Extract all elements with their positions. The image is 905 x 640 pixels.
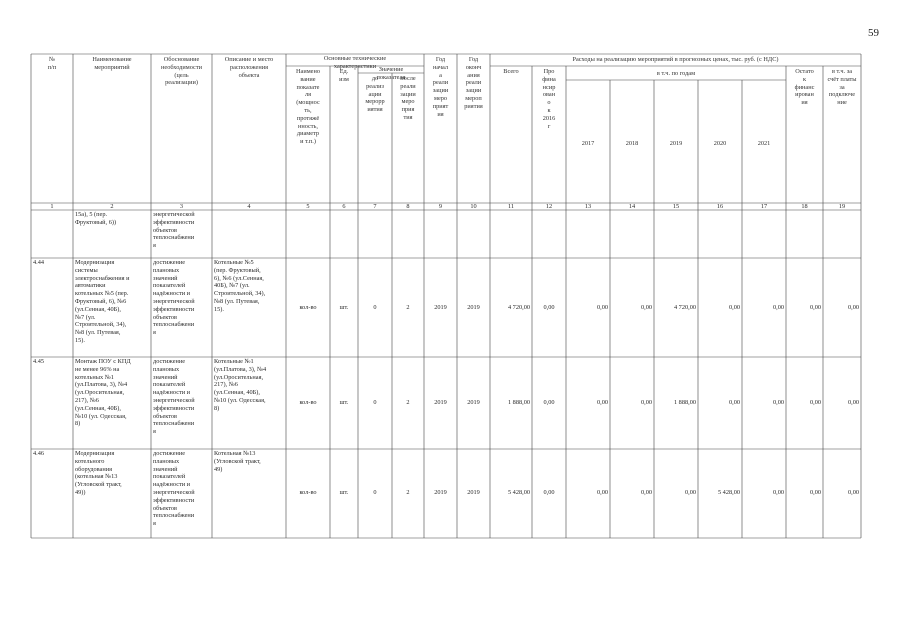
row-indicator: кол-во xyxy=(299,399,317,406)
header-tech-unit: Ед. изм xyxy=(339,68,349,83)
row-2018: 0,00 xyxy=(640,399,652,406)
row-connection: 0,00 xyxy=(847,304,859,311)
header-costs-group: Расходы на реализацию мероприятий в прогнозных ценах, тыс. руб. (с НДС) xyxy=(572,56,779,63)
col-number-16: 16 xyxy=(716,203,724,210)
row-location: Котельные №5 (пер. Фруктовый, 6), №6 (ул.Сенная, 40Б), №7 (ул. Строительной, 34), №8 (ул. Путевая, 15). xyxy=(214,259,266,313)
col-number-5: 5 xyxy=(306,203,310,210)
header-tech-values: Значение показателя xyxy=(376,66,406,81)
row-2021: 0,00 xyxy=(772,399,784,406)
row-end: 2019 xyxy=(467,489,480,496)
row-2019: 1 888,00 xyxy=(673,399,696,406)
row-before: 0 xyxy=(373,489,377,496)
row-unit: шт. xyxy=(339,489,349,496)
row-num: 4.46 xyxy=(33,450,45,457)
col-number-13: 13 xyxy=(584,203,592,210)
header-year-2020: 2020 xyxy=(713,140,727,147)
row-2021: 0,00 xyxy=(772,489,784,496)
header-tech-after: после реали зации меро прия тия xyxy=(400,75,416,121)
col-number-19: 19 xyxy=(838,203,846,210)
row-reason: достижение плановых значений показателей надёжности и энергетической эффективности объектов теплоснабжени я xyxy=(153,259,195,337)
row-reason: достижение плановых значений показателей надёжности и энергетической эффективности объектов теплоснабжени я xyxy=(153,450,195,528)
continuation-reason: энергетической эффективности объектов теплоснабжени я xyxy=(153,211,195,250)
page-number: 59 xyxy=(868,27,879,39)
row-reason: достижение плановых значений показателей надёжности и энергетической эффективности объектов теплоснабжени я xyxy=(153,358,195,436)
row-before: 0 xyxy=(373,399,377,406)
header-tech-group: Основные технические характеристики xyxy=(323,55,387,70)
row-2017: 0,00 xyxy=(596,304,608,311)
col-number-17: 17 xyxy=(760,203,768,210)
row-total: 1 888,00 xyxy=(507,399,530,406)
header-name: Наименование мероприятий xyxy=(92,56,132,71)
row-end: 2019 xyxy=(467,304,480,311)
header-connection: в т.ч. за счёт платы за подключе ние xyxy=(827,68,857,107)
row-indicator: кол-во xyxy=(299,489,317,496)
row-after: 2 xyxy=(406,304,410,311)
row-2020: 0,00 xyxy=(728,399,740,406)
header-by-years: в т.ч. по годам xyxy=(656,70,696,77)
col-number-10: 10 xyxy=(470,203,477,210)
row-after: 2 xyxy=(406,489,410,496)
col-number-11: 11 xyxy=(507,203,515,210)
col-number-15: 15 xyxy=(672,203,680,210)
header-year-2021: 2021 xyxy=(757,140,771,147)
row-2017: 0,00 xyxy=(596,399,608,406)
row-remainder: 0,00 xyxy=(809,399,821,406)
row-num: 4.44 xyxy=(33,259,45,266)
row-financed: 0,00 xyxy=(543,304,555,311)
row-2019: 0,00 xyxy=(684,489,696,496)
row-connection: 0,00 xyxy=(847,489,859,496)
row-2017: 0,00 xyxy=(596,489,608,496)
row-unit: шт. xyxy=(339,304,349,311)
row-name: Модернизация системы электроснабжения и автоматики котельных №5 (пер. Фруктовый, 6), №6 (ул.Сенная, 40Б), №7 (ул. Строительной, 34), №8 (ул. Путевая, 15). xyxy=(75,259,130,344)
col-number-4: 4 xyxy=(247,203,251,210)
row-start: 2019 xyxy=(434,304,447,311)
row-unit: шт. xyxy=(339,399,349,406)
col-number-12: 12 xyxy=(545,203,553,210)
header-year-2018: 2018 xyxy=(625,140,639,147)
col-number-3: 3 xyxy=(179,203,184,210)
col-number-2: 2 xyxy=(110,203,114,210)
header-year-start: Год начал а реали зации меро прият ия xyxy=(432,56,449,118)
header-year-end: Год оконч ания реали зации мероп риятия xyxy=(464,56,483,110)
row-indicator: кол-во xyxy=(299,304,317,311)
header-num: № п/п xyxy=(47,56,57,71)
row-financed: 0,00 xyxy=(543,399,555,406)
header-location: Описание и место расположения объекта xyxy=(224,56,274,79)
col-number-18: 18 xyxy=(801,203,808,210)
header-year-2017: 2017 xyxy=(581,140,595,147)
row-connection: 0,00 xyxy=(847,399,859,406)
row-2019: 4 720,00 xyxy=(673,304,696,311)
row-2020: 5 428,00 xyxy=(717,489,740,496)
col-number-8: 8 xyxy=(406,203,410,210)
row-remainder: 0,00 xyxy=(809,304,821,311)
row-name: Модернизация котельного оборудования (котельная №13 (Угловской тракт, 49)) xyxy=(75,450,122,496)
row-name: Монтаж ПОУ с КПД не менее 96% на котельных №1 (ул.Платова, 3), №4 (ул.Оросительная, 217), №6 (ул.Сенная, 40Б), №10 (ул. Одесская, 8) xyxy=(75,358,131,428)
row-2018: 0,00 xyxy=(640,304,652,311)
col-number-1: 1 xyxy=(50,203,54,210)
row-start: 2019 xyxy=(434,399,447,406)
row-total: 4 720,00 xyxy=(507,304,530,311)
header-remainder: Остато к финанс ирован ия xyxy=(794,68,815,107)
row-before: 0 xyxy=(373,304,377,311)
col-number-7: 7 xyxy=(373,203,377,210)
row-2020: 0,00 xyxy=(728,304,740,311)
header-financed: Про фина нсир ован о к 2016 г xyxy=(542,68,556,130)
row-2021: 0,00 xyxy=(772,304,784,311)
row-location: Котельная №13 (Угловской тракт, 49) xyxy=(214,450,261,473)
row-num: 4.45 xyxy=(33,358,45,365)
header-tech-name: Наимено вание показате ля (мощнос ть, протяжё нность, диаметр и т.п.) xyxy=(295,68,320,146)
row-remainder: 0,00 xyxy=(809,489,821,496)
col-number-14: 14 xyxy=(628,203,636,210)
row-end: 2019 xyxy=(467,399,480,406)
row-after: 2 xyxy=(406,399,410,406)
continuation-name: 15а), 5 (пер. Фруктовый, 6)) xyxy=(75,211,117,226)
col-number-6: 6 xyxy=(342,203,346,210)
header-total: Всего xyxy=(503,68,519,75)
row-2018: 0,00 xyxy=(640,489,652,496)
row-location: Котельные №1 (ул.Платова, 3), №4 (ул.Оросительная, 217), №6 (ул.Сенная, 40Б), №10 (ул. Одесская, 8) xyxy=(214,358,267,412)
row-start: 2019 xyxy=(434,489,447,496)
header-tech-before: до реализ ации мерopр иятия xyxy=(365,75,385,114)
row-total: 5 428,00 xyxy=(507,489,530,496)
header-reason: Обоснование необходимости (цель реализации) xyxy=(161,56,202,87)
row-financed: 0,00 xyxy=(543,489,555,496)
header-year-2019: 2019 xyxy=(669,140,683,147)
col-number-9: 9 xyxy=(438,203,443,210)
